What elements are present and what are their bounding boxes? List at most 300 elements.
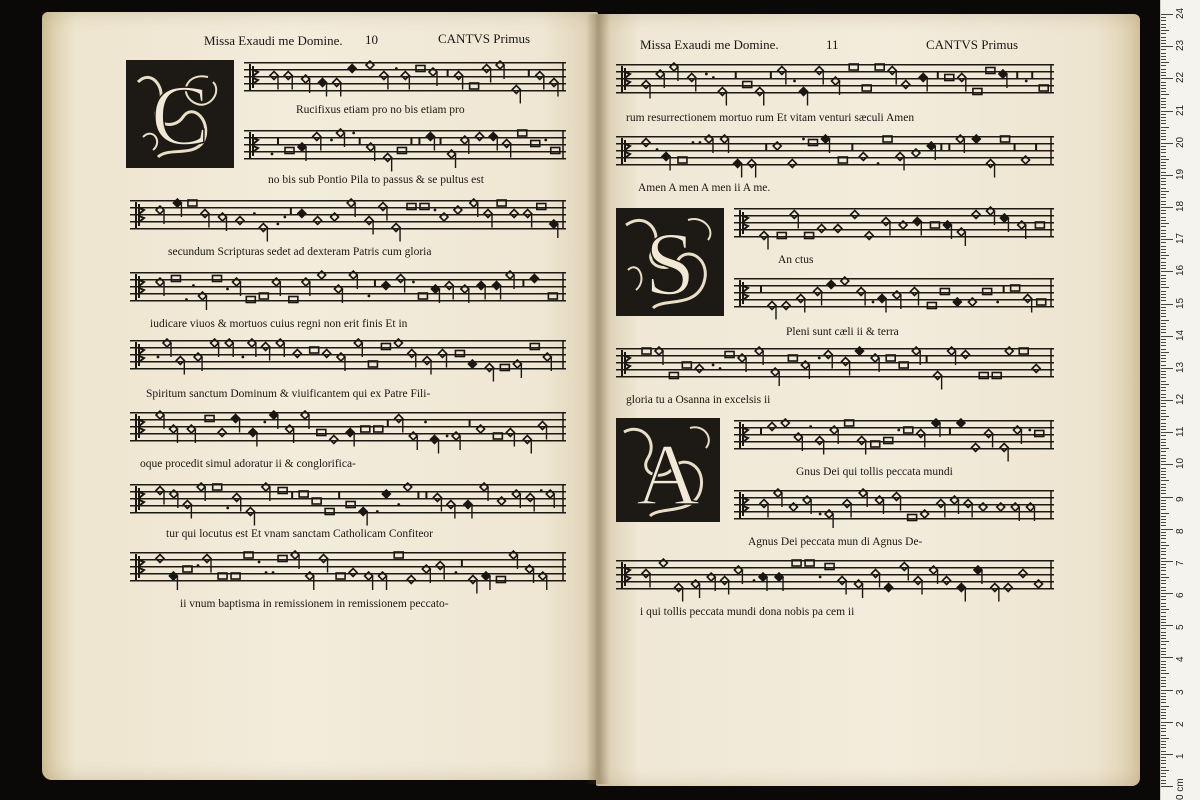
ruler-tick — [1161, 603, 1166, 604]
ruler-tick — [1161, 27, 1166, 28]
left-staff-3 — [130, 200, 566, 230]
ruler-tick — [1161, 339, 1166, 340]
ruler-tick — [1161, 220, 1166, 221]
ruler-tick — [1161, 178, 1166, 179]
ruler-tick — [1161, 406, 1166, 407]
ruler-tick — [1161, 33, 1166, 34]
ruler-tick — [1161, 310, 1166, 311]
ruler-tick — [1161, 365, 1166, 366]
ruler-tick — [1161, 754, 1173, 755]
right-header-title: Missa Exaudi me Domine. — [640, 37, 779, 52]
left-header-title: Missa Exaudi me Domine. — [204, 33, 343, 48]
ruler-tick — [1161, 217, 1166, 218]
ruler-tick — [1161, 670, 1166, 671]
ruler-tick — [1161, 53, 1166, 54]
ruler-tick — [1161, 230, 1166, 231]
ruler-tick — [1161, 712, 1166, 713]
ruler-tick — [1161, 780, 1166, 781]
initial-s-woodcut — [616, 208, 724, 316]
ruler-tick — [1161, 262, 1166, 263]
ruler-tick — [1161, 435, 1166, 436]
ruler-tick — [1161, 236, 1166, 237]
left-staff-5 — [130, 340, 566, 370]
ruler-tick — [1161, 731, 1166, 732]
ruler-tick — [1161, 728, 1166, 729]
ruler-tick — [1161, 786, 1173, 787]
ruler-tick — [1161, 390, 1166, 391]
ruler-tick — [1161, 480, 1169, 481]
ruler-tick — [1161, 641, 1169, 642]
ruler-tick — [1161, 667, 1166, 668]
left-staff-2 — [244, 130, 566, 160]
ruler-label: 6 — [1175, 592, 1186, 598]
ruler-tick — [1161, 40, 1166, 41]
ruler-tick — [1161, 783, 1166, 784]
right-staff-8 — [616, 560, 1054, 590]
ruler-tick — [1161, 239, 1173, 240]
staff-notation — [734, 278, 1054, 308]
ruler-tick — [1161, 554, 1166, 555]
ruler-label: 0 cm — [1175, 778, 1186, 800]
ruler-tick — [1161, 172, 1166, 173]
ruler-tick — [1161, 738, 1169, 739]
ruler-label: 11 — [1175, 426, 1186, 438]
ruler-tick — [1161, 519, 1166, 520]
ruler-tick — [1161, 349, 1166, 350]
left-staff-4 — [130, 272, 566, 302]
ruler-tick — [1161, 246, 1166, 247]
ruler-label: 3 — [1175, 688, 1186, 695]
ruler-tick — [1161, 320, 1169, 321]
ruler-tick — [1161, 522, 1166, 523]
ruler-tick — [1161, 37, 1166, 38]
left-staff-1 — [244, 62, 566, 92]
ruler-tick — [1161, 101, 1166, 102]
right-staff-1 — [616, 64, 1054, 94]
ruler-tick — [1161, 599, 1166, 600]
left-lyric-1: Rucifixus etiam pro no bis etiam pro — [296, 104, 465, 116]
ruler-tick — [1161, 770, 1169, 771]
ruler-tick — [1161, 458, 1166, 459]
ruler-tick — [1161, 445, 1166, 446]
ruler-tick — [1161, 744, 1166, 745]
staff-notation — [616, 136, 1054, 166]
ruler-tick — [1161, 377, 1166, 378]
ruler-tick — [1161, 532, 1166, 533]
ruler-tick — [1161, 741, 1166, 742]
right-lyric-4: Pleni sunt cæli ii & terra — [786, 326, 899, 338]
ruler-tick — [1161, 767, 1166, 768]
left-staff-6 — [130, 412, 566, 442]
ruler-tick — [1161, 226, 1166, 227]
ruler-tick — [1161, 564, 1166, 565]
ruler-tick — [1161, 722, 1173, 723]
ruler-tick — [1161, 104, 1166, 105]
ruler-tick — [1161, 287, 1169, 288]
ruler-tick — [1161, 162, 1166, 163]
right-lyric-2: Amen A men A men ii A me. — [638, 182, 771, 194]
ruler-tick — [1161, 474, 1166, 475]
staff-notation — [130, 412, 566, 442]
ruler-tick — [1161, 426, 1166, 427]
ruler-tick — [1161, 500, 1166, 501]
ruler-tick — [1161, 403, 1166, 404]
ruler-tick — [1161, 397, 1166, 398]
right-lyric-3: An ctus — [778, 254, 814, 266]
ruler-tick — [1161, 345, 1166, 346]
ruler-tick — [1161, 43, 1166, 44]
left-staff-8 — [130, 552, 566, 582]
ruler-tick — [1161, 371, 1166, 372]
ruler-label: 1 — [1175, 753, 1186, 759]
ruler-tick — [1161, 625, 1173, 626]
left-lyric-7: tur qui locutus est Et vnam sanctam Catholicam Confiteor — [166, 528, 433, 540]
ruler-tick — [1161, 490, 1166, 491]
staff-notation — [734, 420, 1054, 450]
left-lyric-8: ii vnum baptisma in remissionem in remissionem peccato- — [180, 598, 449, 610]
ruler-label: 5 — [1175, 624, 1186, 631]
ruler-tick — [1161, 336, 1173, 337]
ruler-tick — [1161, 677, 1166, 678]
ruler-tick — [1161, 284, 1166, 285]
ruler-tick — [1161, 275, 1166, 276]
ruler-tick — [1161, 709, 1166, 710]
ruler-tick — [1161, 297, 1166, 298]
ruler-tick — [1161, 606, 1166, 607]
ruler-tick — [1161, 194, 1166, 195]
ruler-label: 9 — [1175, 495, 1186, 502]
ruler-tick — [1161, 735, 1166, 736]
left-lyric-5: Spiritum sanctum Dominum & viuificantem qui ex Patre Fili- — [146, 388, 431, 400]
ruler-tick — [1161, 529, 1173, 530]
ruler-tick — [1161, 773, 1166, 774]
ruler-tick — [1161, 461, 1166, 462]
left-page-number: 10 — [365, 32, 378, 47]
ruler-tick — [1161, 493, 1166, 494]
ruler-tick — [1161, 98, 1166, 99]
ruler-tick — [1161, 130, 1166, 131]
ruler-tick — [1161, 423, 1166, 424]
right-lyric-7: Agnus Dei peccata mun di Agnus De- — [748, 536, 923, 548]
right-staff-5 — [616, 348, 1054, 378]
ruler-tick — [1161, 706, 1169, 707]
ruler-tick — [1161, 442, 1166, 443]
ruler-tick — [1161, 46, 1173, 47]
right-staff-4 — [734, 278, 1054, 308]
staff-notation — [244, 130, 566, 160]
ruler-tick — [1161, 570, 1166, 571]
ruler-tick — [1161, 14, 1173, 15]
ruler-tick — [1161, 75, 1166, 76]
ruler-label: 21 — [1175, 104, 1186, 116]
ruler-label: 4 — [1175, 656, 1186, 663]
ruler-tick — [1161, 612, 1166, 613]
book-gutter — [586, 14, 610, 784]
ruler-tick — [1161, 497, 1173, 498]
ruler-tick — [1161, 159, 1169, 160]
ruler-tick — [1161, 538, 1166, 539]
ruler-tick — [1161, 307, 1166, 308]
initial-c-woodcut — [126, 60, 234, 168]
ruler-tick — [1161, 651, 1166, 652]
ruler-tick — [1161, 191, 1169, 192]
ruler-tick — [1161, 609, 1169, 610]
ruler-tick — [1161, 201, 1166, 202]
ruler-label: 18 — [1175, 200, 1186, 212]
ruler-tick — [1161, 207, 1173, 208]
right-staff-3 — [734, 208, 1054, 238]
ruler-tick — [1161, 181, 1166, 182]
ruler-label: 20 — [1175, 136, 1186, 148]
scale-ruler — [1160, 0, 1200, 800]
ruler-tick — [1161, 542, 1166, 543]
ruler-tick — [1161, 760, 1166, 761]
ruler-tick — [1161, 133, 1166, 134]
right-lyric-8: i qui tollis peccata mundi dona nobis pa cem ii — [640, 606, 855, 618]
ruler-tick — [1161, 294, 1166, 295]
ruler-tick — [1161, 394, 1166, 395]
left-part-name: CANTVS Primus — [438, 31, 531, 46]
ruler-tick — [1161, 567, 1166, 568]
ruler-tick — [1161, 702, 1166, 703]
ruler-tick — [1161, 429, 1166, 430]
ruler-tick — [1161, 468, 1166, 469]
left-staff-7 — [130, 484, 566, 514]
ruler-tick — [1161, 329, 1166, 330]
ruler-tick — [1161, 387, 1166, 388]
right-staff-7 — [734, 490, 1054, 520]
ruler-tick — [1161, 85, 1166, 86]
ruler-tick — [1161, 513, 1169, 514]
ruler-tick — [1161, 516, 1166, 517]
staff-notation — [244, 62, 566, 92]
ruler-label: 23 — [1175, 40, 1186, 52]
ruler-tick — [1161, 410, 1166, 411]
ruler-tick — [1161, 464, 1173, 465]
ruler-tick — [1161, 78, 1173, 79]
ruler-tick — [1161, 583, 1166, 584]
ruler-tick — [1161, 88, 1166, 89]
ruler-tick — [1161, 747, 1166, 748]
ruler-tick — [1161, 127, 1169, 128]
ruler-tick — [1161, 448, 1169, 449]
ruler-tick — [1161, 249, 1166, 250]
ruler-tick — [1161, 300, 1166, 301]
ruler-label: 8 — [1175, 528, 1186, 534]
ruler-tick — [1161, 413, 1166, 414]
right-part-name: CANTVS Primus — [926, 37, 1019, 52]
ruler-tick — [1161, 673, 1169, 674]
ruler-tick — [1161, 686, 1166, 687]
ruler-tick — [1161, 114, 1166, 115]
ruler-tick — [1161, 628, 1166, 629]
ruler-tick — [1161, 316, 1166, 317]
ruler-tick — [1161, 551, 1166, 552]
ruler-tick — [1161, 587, 1166, 588]
ruler-tick — [1161, 577, 1169, 578]
ruler-tick — [1161, 91, 1166, 92]
right-staff-6 — [734, 420, 1054, 450]
ruler-tick — [1161, 455, 1166, 456]
svg-text:C: C — [151, 67, 209, 163]
ruler-tick — [1161, 82, 1166, 83]
ruler-tick — [1161, 242, 1166, 243]
ruler-tick — [1161, 574, 1166, 575]
staff-notation — [616, 64, 1054, 94]
initial-a-woodcut — [616, 418, 720, 522]
ruler-tick — [1161, 20, 1166, 21]
ruler-tick — [1161, 94, 1169, 95]
left-lyric-4: iudicare viuos & mortuos cuius regni non erit finis Et in — [150, 318, 408, 330]
ruler-label: 14 — [1175, 329, 1186, 341]
ruler-tick — [1161, 638, 1166, 639]
ruler-tick — [1161, 291, 1166, 292]
ruler-tick — [1161, 548, 1166, 549]
ruler-tick — [1161, 487, 1166, 488]
right-lyric-6: Gnus Dei qui tollis peccata mundi — [796, 466, 953, 478]
staff-notation — [130, 200, 566, 230]
ruler-tick — [1161, 355, 1166, 356]
ruler-tick — [1161, 326, 1166, 327]
ruler-label: 13 — [1175, 361, 1186, 373]
ruler-tick — [1161, 763, 1166, 764]
ruler-tick — [1161, 146, 1166, 147]
ruler-tick — [1161, 271, 1173, 272]
ruler-tick — [1161, 661, 1166, 662]
ruler-tick — [1161, 400, 1173, 401]
svg-text:A: A — [636, 427, 700, 520]
ruler-tick — [1161, 419, 1166, 420]
ruler-tick — [1161, 352, 1169, 353]
ruler-label: 12 — [1175, 393, 1186, 405]
ruler-tick — [1161, 693, 1166, 694]
left-running-head — [204, 33, 343, 49]
ruler-tick — [1161, 545, 1169, 546]
ruler-tick — [1161, 24, 1166, 25]
left-lyric-3: secundum Scripturas sedet ad dexteram Patris cum gloria — [168, 246, 432, 258]
ruler-tick — [1161, 593, 1173, 594]
ruler-tick — [1161, 342, 1166, 343]
ruler-tick — [1161, 715, 1166, 716]
ruler-tick — [1161, 757, 1166, 758]
right-running-head — [640, 37, 779, 53]
ruler-tick — [1161, 451, 1166, 452]
ruler-tick — [1161, 56, 1166, 57]
svg-text:S: S — [644, 215, 696, 314]
staff-notation — [734, 490, 1054, 520]
ruler-tick — [1161, 143, 1173, 144]
ruler-tick — [1161, 149, 1166, 150]
ruler-tick — [1161, 210, 1166, 211]
ruler-tick — [1161, 558, 1166, 559]
ruler-tick — [1161, 139, 1166, 140]
ruler-tick — [1161, 416, 1169, 417]
ruler-tick — [1161, 644, 1166, 645]
ruler-tick — [1161, 107, 1166, 108]
ruler-tick — [1161, 323, 1166, 324]
ruler-tick — [1161, 255, 1169, 256]
ruler-tick — [1161, 30, 1169, 31]
ruler-tick — [1161, 188, 1166, 189]
ruler-label: 10 — [1175, 458, 1186, 470]
ruler-tick — [1161, 657, 1173, 658]
ruler-tick — [1161, 635, 1166, 636]
ruler-label: 16 — [1175, 265, 1186, 277]
ruler-tick — [1161, 525, 1166, 526]
staff-notation — [130, 340, 566, 370]
ruler-tick — [1161, 120, 1166, 121]
ruler-tick — [1161, 213, 1166, 214]
ruler-tick — [1161, 503, 1166, 504]
ruler-tick — [1161, 165, 1166, 166]
ruler-tick — [1161, 233, 1166, 234]
ruler-tick — [1161, 477, 1166, 478]
staff-notation — [616, 560, 1054, 590]
ruler-tick — [1161, 258, 1166, 259]
ruler-tick — [1161, 123, 1166, 124]
ruler-tick — [1161, 654, 1166, 655]
ruler-tick — [1161, 648, 1166, 649]
ruler-tick — [1161, 358, 1166, 359]
right-page-number: 11 — [826, 37, 839, 52]
ruler-tick — [1161, 718, 1166, 719]
ruler-tick — [1161, 596, 1166, 597]
staff-notation — [616, 348, 1054, 378]
ruler-tick — [1161, 313, 1166, 314]
ruler-tick — [1161, 776, 1166, 777]
ruler-tick — [1161, 111, 1173, 112]
ruler-tick — [1161, 484, 1166, 485]
ruler-label: 19 — [1175, 168, 1186, 180]
ruler-tick — [1161, 281, 1166, 282]
ruler-tick — [1161, 156, 1166, 157]
ruler-tick — [1161, 69, 1166, 70]
ruler-tick — [1161, 62, 1169, 63]
ruler-tick — [1161, 535, 1166, 536]
ruler-tick — [1161, 619, 1166, 620]
ruler-tick — [1161, 265, 1166, 266]
ruler-tick — [1161, 616, 1166, 617]
right-lyric-1: rum resurrectionem mortuo rum Et vitam venturi sæculi Amen — [626, 112, 915, 124]
right-staff-2 — [616, 136, 1054, 166]
ruler-tick — [1161, 361, 1166, 362]
ruler-tick — [1161, 751, 1166, 752]
ruler-tick — [1161, 664, 1166, 665]
ruler-tick — [1161, 725, 1166, 726]
ruler-tick — [1161, 622, 1166, 623]
ruler-tick — [1161, 136, 1166, 137]
ruler-tick — [1161, 683, 1166, 684]
ruler-tick — [1161, 197, 1166, 198]
ruler-tick — [1161, 184, 1166, 185]
ruler-tick — [1161, 304, 1173, 305]
ruler-label: 17 — [1175, 233, 1186, 245]
ruler-tick — [1161, 368, 1173, 369]
ruler-tick — [1161, 432, 1173, 433]
ruler-tick — [1161, 632, 1166, 633]
ruler-tick — [1161, 580, 1166, 581]
ruler-tick — [1161, 72, 1166, 73]
ruler-label: 24 — [1175, 7, 1186, 19]
staff-notation — [130, 484, 566, 514]
ruler-tick — [1161, 268, 1166, 269]
ruler-label: 7 — [1175, 560, 1186, 566]
ruler-tick — [1161, 332, 1166, 333]
ruler-tick — [1161, 690, 1173, 691]
ruler-tick — [1161, 439, 1166, 440]
staff-notation — [130, 552, 566, 582]
ruler-tick — [1161, 59, 1166, 60]
